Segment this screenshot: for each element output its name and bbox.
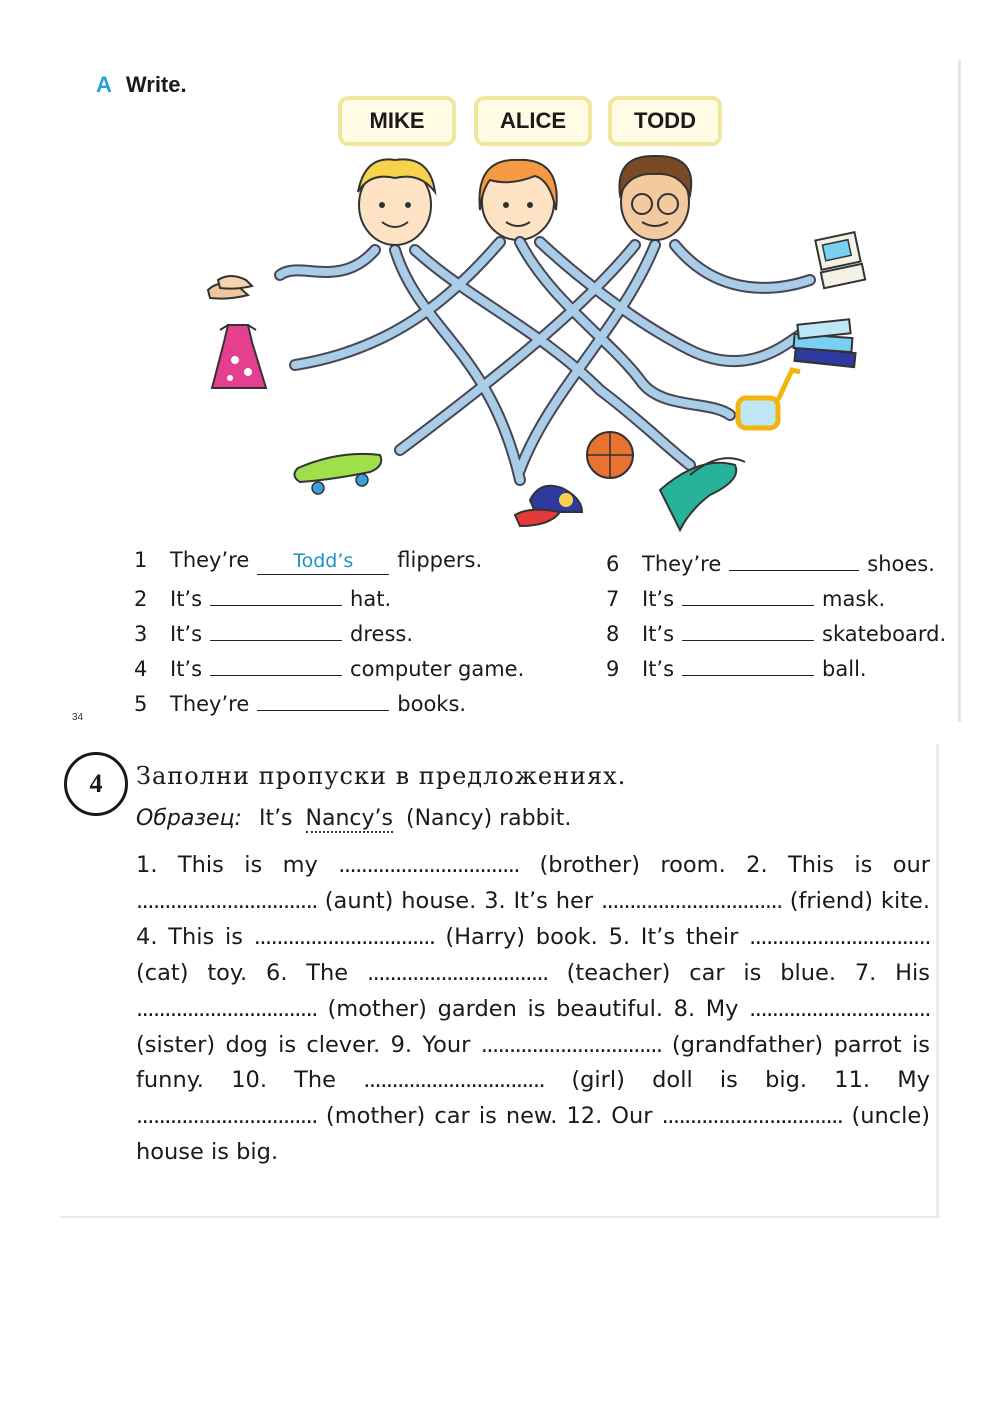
- sample-label: Образец:: [136, 806, 242, 831]
- answer-blank-4[interactable]: [210, 653, 342, 676]
- dress-icon: [212, 325, 266, 388]
- exercise-a-heading: [96, 72, 187, 98]
- name-tag-alice: ALICE: [474, 96, 592, 146]
- answer-blank-2[interactable]: [210, 583, 342, 606]
- gap-10[interactable]: ................................: [363, 1067, 545, 1094]
- maze-illustration: [190, 150, 890, 540]
- gap-1[interactable]: ................................: [338, 852, 520, 878]
- sentence-6: 6 They’re shoes.: [606, 548, 935, 576]
- name-tag-mike: MIKE: [338, 96, 456, 146]
- hat-icon: [515, 486, 582, 526]
- answer-blank-7[interactable]: [682, 583, 814, 606]
- exercise-instruction: Write.: [125, 72, 187, 97]
- books-icon: [794, 319, 856, 367]
- sentence-9: 9 It’s ball.: [606, 653, 867, 681]
- page-number: 34: [72, 712, 84, 723]
- gap-9[interactable]: ................................: [480, 1031, 662, 1058]
- sentence-5: 5 They’re books.: [134, 688, 466, 716]
- answer-blank-3[interactable]: [210, 618, 342, 641]
- exercise-a: [0, 0, 960, 722]
- name-tag-todd: TODD: [608, 96, 722, 146]
- exercise-letter: A: [96, 72, 112, 97]
- exercise-4: [60, 744, 940, 1218]
- mike-face-icon: [358, 159, 435, 245]
- gap-2[interactable]: ................................: [136, 887, 317, 914]
- gap-4[interactable]: ................................: [253, 923, 435, 950]
- answer-blank-5[interactable]: [257, 688, 389, 711]
- card-edge: [936, 744, 939, 1218]
- answer-blank-6[interactable]: [729, 548, 859, 571]
- sentence-1: 1 They’re Todd’s flippers.: [134, 548, 482, 575]
- sentence-3: 3 It’s dress.: [134, 618, 413, 646]
- sample-sentence: Образец: It’s Nancy’s (Nancy) rabbit.: [136, 806, 572, 831]
- sentence-8: 8 It’s skateboard.: [606, 618, 946, 646]
- computer-game-icon: [815, 232, 865, 288]
- exercise-number-badge: 4: [64, 752, 128, 816]
- sentence-2: 2 It’s hat.: [134, 583, 391, 611]
- answer-blank-1[interactable]: Todd’s: [257, 552, 389, 575]
- gap-6[interactable]: ................................: [366, 959, 548, 986]
- gap-8[interactable]: ................................: [749, 995, 931, 1022]
- gap-7[interactable]: ................................: [136, 995, 317, 1022]
- mask-icon: [738, 370, 800, 428]
- answer-blank-9[interactable]: [682, 653, 814, 676]
- sentence-4: 4 It’s computer game.: [134, 653, 524, 681]
- shoes-icon: [208, 276, 252, 299]
- gap-12[interactable]: ................................: [661, 1103, 843, 1130]
- todd-face-icon: [619, 156, 691, 240]
- gap-3[interactable]: ................................: [600, 887, 782, 914]
- exercise-4-title: Заполни пропуски в предложениях.: [136, 762, 627, 790]
- gap-5[interactable]: ................................: [749, 923, 930, 950]
- answer-blank-8[interactable]: [682, 618, 814, 641]
- skateboard-icon: [294, 454, 381, 494]
- fill-in-paragraph: 1. This is my ................................ (brother) room. 2. This is our ................................ (aunt) house. 3. It’s her ................................ (friend) kite. 4. This is ................................ (Harry) book. 5. It’s their ................................ (cat) toy. 6. The ................................ (teacher) car is blue. 7. His ................................ (mother) garden is beautiful. 8. My ................................ (sister) dog is clever. 9. Your ................................ (grandfather) parrot is funny. 10. The ................................ (girl) doll is big. 11. My ................................ (mother) car is new. 12. Our ................................ (uncle) house is big.: [136, 852, 931, 1166]
- flippers-icon: [660, 458, 745, 530]
- sentence-7: 7 It’s mask.: [606, 583, 885, 611]
- card-edge-bottom: [60, 1216, 940, 1218]
- ball-icon: [587, 432, 633, 478]
- page-edge: [958, 60, 961, 722]
- gap-11[interactable]: ................................: [136, 1103, 317, 1130]
- sample-answer: Nancy’s: [305, 806, 393, 831]
- alice-face-icon: [479, 160, 556, 240]
